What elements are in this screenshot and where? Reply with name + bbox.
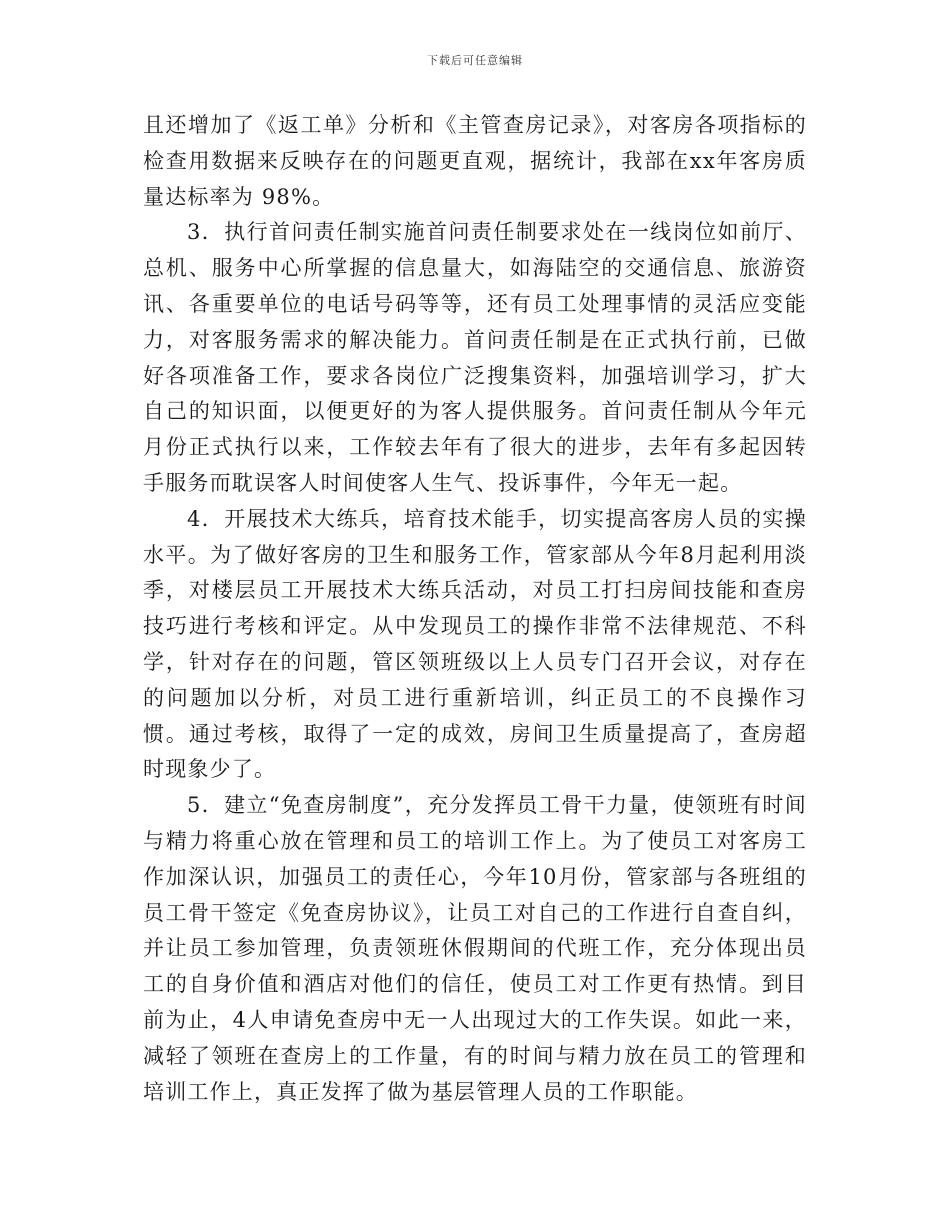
paragraph-item-3: 3．执行首问责任制实施首问责任制要求处在一线岗位如前厅、总机、服务中心所掌握的信息量大，如海陆空的交通信息、旅游资讯、各重要单位的电话号码等等，还有员工处理事情的灵活应变能力，对客服务需求的解决能力。首问责任制是在正式执行前，已做好各项准备工作，要求各岗位广泛搜集资料，加强培训学习，扩大自己的知识面，以便更好的为客人提供服务。首问责任制从今年元月份正式执行以来，工作较去年有了很大的进步，去年有多起因转手服务而耽误客人时间使客人生气、投诉事件，今年无一起。 [143,220,807,495]
document-body [143,108,807,1110]
paragraph-item-4: 4．开展技术大练兵，培育技术能手，切实提高客房人员的实操水平。为了做好客房的卫生和服务工作，管家部从今年8月起利用淡季，对楼层员工开展技术大练兵活动，对员工打扫房间技能和查房技巧进行考核和评定。从中发现员工的操作非常不法律规范、不科学，针对存在的问题，管区领班级以上人员专门召开会议，对存在的问题加以分析，对员工进行重新培训，纠正员工的不良操作习惯。通过考核，取得了一定的成效，房间卫生质量提高了，查房超时现象少了。 [143,506,807,782]
page-header: 下载后可任意编辑 [427,54,523,67]
paragraph-continuation: 且还增加了《返工单》分析和《主管查房记录》，对客房各项指标的检查用数据来反映存在的问题更直观，据统计，我部在xx年客房质量达标率为 98%。 [143,113,807,209]
paragraph-item-5: 5．建立“免查房制度”，充分发挥员工骨干力量，使领班有时间与精力将重心放在管理和员工的培训工作上。为了使员工对客房工作加深认识，加强员工的责任心，今年10月份，管家部与各班组的员工骨干签定《免查房协议》，让员工对自己的工作进行自查自纠，并让员工参加管理，负责领班休假期间的代班工作，充分体现出员工的自身价值和酒店对他们的信任，使员工对工作更有热情。到目前为止，4人申请免查房中无一人出现过大的工作失误。如此一来，减轻了领班在查房上的工作量，有的时间与精力放在员工的管理和培训工作上，真正发挥了做为基层管理人员的工作职能。 [143,793,807,1104]
